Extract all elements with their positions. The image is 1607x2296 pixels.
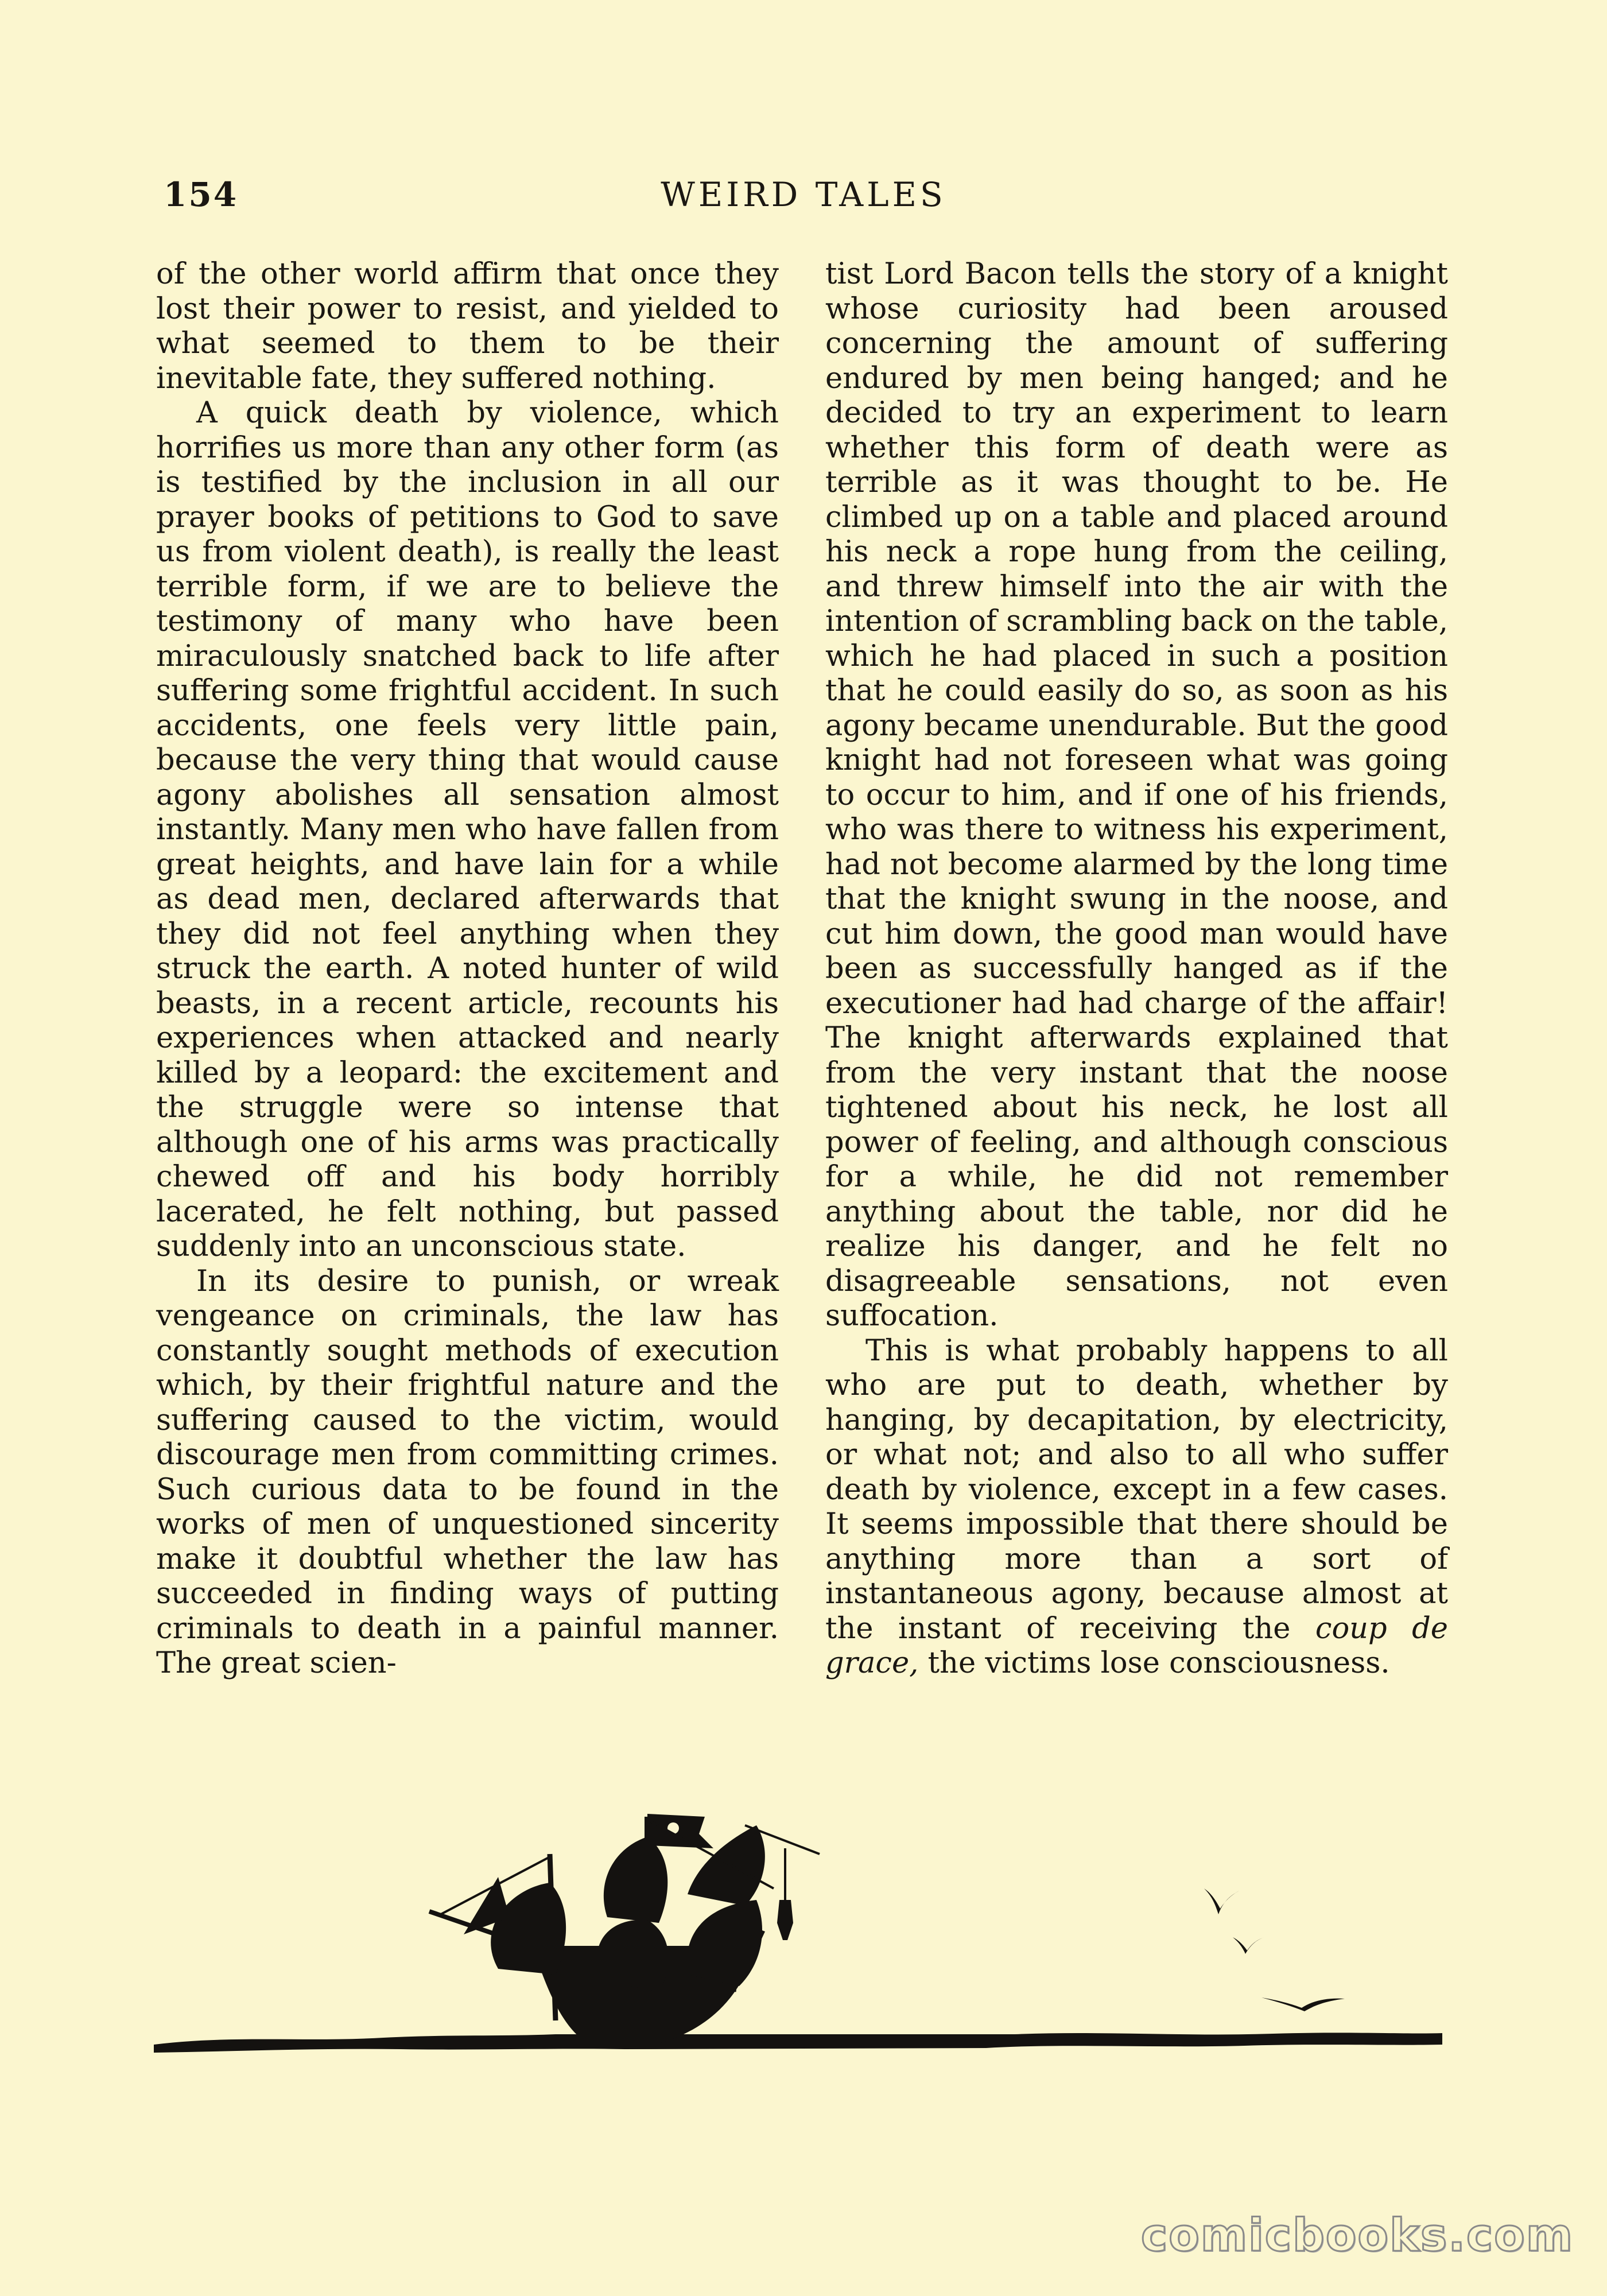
text-column-left <box>156 257 779 1681</box>
pirate-flag <box>647 1814 713 1848</box>
paragraph: tist Lord Bacon tells the story of a knight whose curiosity had been aroused concerning the amount of suffering endured by men being hanged; and he decided to try an experiment to learn whether this form of death were as terrible as it was thought to be. He climbed up on a table and placed around his neck a rope hung from the ceiling, and threw himself into the air with the intention of scrambling back on the table, which he had placed in such a position that he could easily do so, as soon as his agony became unendurable. But the good knight had not foreseen what was going to occur to him, and if one of his friends, who was there to witness his experiment, had not become alarmed by the long time that the knight swung in the noose, and cut him down, the good man would have been as successfully hanged as if the executioner had had charge of the affair! The knight afterwards explained that from the very instant that the noose tightened about his neck, he lost all power of feeling, and although conscious for a while, he did not remember anything about the table, nor did he realize his danger, and he felt no disagreeable sensations, not even suffocation. <box>825 257 1448 1333</box>
paragraph: of the other world affirm that once they lost their power to resist, and yielded to what seemed to them to be their inevitable fate, they suffered nothing. <box>156 257 779 395</box>
page-number: 154 <box>164 175 239 214</box>
magazine-title: WEIRD TALES <box>661 175 946 214</box>
text-column-right <box>825 257 1448 1681</box>
sea-line <box>154 2033 1442 2053</box>
paragraph <box>825 1334 1448 1681</box>
bird-icon <box>1261 1998 1345 2011</box>
paragraph-text: This is what probably happens to all who are put to death, whether by hanging, by decapitation, by electricity, or what not; and also to all who suffer death by violence, except in a few cases. It seems impossible that there should be anything more than a sort of instantaneous agony, because almost at the instant of receiving the <box>825 1333 1448 1646</box>
paragraph: A quick death by violence, which horrifies us more than any other form (as is testified by the inclusion in all our prayer books of petitions to God to save us from violent death), is really the least terrible form, if we are to believe the testimony of many who have been miraculously snatched back to life after suffering some frightful accident. In such accidents, one feels very little pain, because the very thing that would cause agony abolishes all sensation almost instantly. Many men who have fallen from great heights, and have lain for a while as dead men, declared afterwards that they did not feel anything when they struck the earth. A noted hunter of wild beasts, in a recent article, recounts his experiences when attacked and nearly killed by a leopard: the excitement and the struggle were so intense that although one of his arms was practically chewed off and his body horribly lacerated, he felt nothing, but passed suddenly into an unconscious state. <box>156 396 779 1263</box>
running-head <box>164 175 1443 221</box>
ship-sail <box>687 1900 763 1986</box>
italic-phrase: coup de grace, <box>825 1611 1448 1680</box>
hanged-figure <box>777 1900 793 1940</box>
ship-sail <box>604 1837 667 1923</box>
bird-icon <box>1204 1888 1244 1914</box>
paragraph-text: the victims lose consciousness. <box>918 1646 1390 1680</box>
ship-sail <box>597 1920 669 1992</box>
pirate-ship-silhouette-icon <box>154 1802 1451 2170</box>
watermark: comicbooks.com <box>1140 2210 1574 2262</box>
paragraph: In its desire to punish, or wreak vengeance on criminals, the law has constantly sought methods of execution which, by their frightful nature and the suffering caused to the victim, would discourage men from committing crimes. Such curious data to be found in the works of men of unquestioned sincerity make it doubtful whether the law has succeeded in finding ways of putting criminals to death in a painful manner. The great scien- <box>156 1264 779 1680</box>
bird-icon <box>1233 1937 1264 1954</box>
